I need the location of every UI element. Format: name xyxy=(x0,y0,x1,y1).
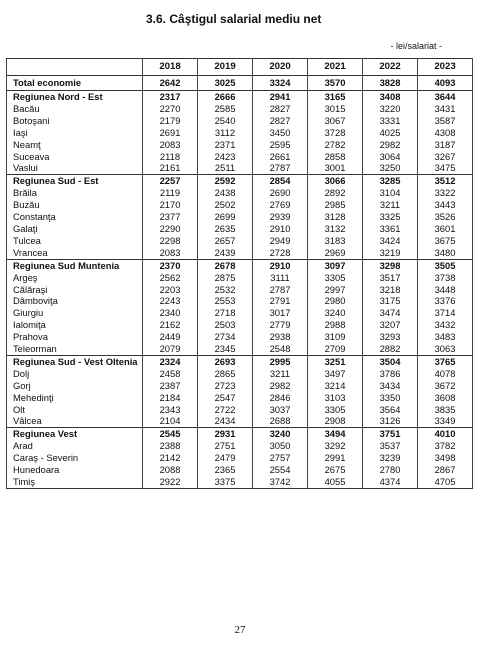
row-label: Vâlcea xyxy=(7,415,143,427)
value-cell: 2922 xyxy=(143,476,198,488)
value-cell: 2699 xyxy=(198,211,253,223)
value-cell: 2503 xyxy=(198,319,253,331)
value-cell: 3526 xyxy=(418,211,473,223)
row-label: Regiunea Sud Muntenia xyxy=(7,259,143,271)
county-row xyxy=(7,199,473,211)
row-label: Total economie xyxy=(7,76,143,91)
value-cell: 2161 xyxy=(143,162,198,174)
value-cell: 2595 xyxy=(253,139,308,151)
value-cell: 2540 xyxy=(198,115,253,127)
year-header: 2023 xyxy=(418,59,473,76)
county-row xyxy=(7,295,473,307)
value-cell: 2969 xyxy=(308,247,363,259)
value-cell: 2438 xyxy=(198,187,253,199)
value-cell: 2119 xyxy=(143,187,198,199)
value-cell: 3325 xyxy=(363,211,418,223)
value-cell: 3251 xyxy=(308,355,363,367)
year-header: 2021 xyxy=(308,59,363,76)
value-cell: 3111 xyxy=(253,272,308,284)
value-cell: 2791 xyxy=(253,295,308,307)
value-cell: 3564 xyxy=(363,404,418,416)
value-cell: 2162 xyxy=(143,319,198,331)
row-label: Caraş - Severin xyxy=(7,452,143,464)
value-cell: 3104 xyxy=(363,187,418,199)
value-cell: 3517 xyxy=(363,272,418,284)
unit-label: - lei/salariat - xyxy=(390,41,442,51)
county-row xyxy=(7,343,473,355)
value-cell: 3742 xyxy=(253,476,308,488)
row-label: Gorj xyxy=(7,380,143,392)
value-cell: 3443 xyxy=(418,199,473,211)
salary-table xyxy=(6,58,473,489)
row-label: Vrancea xyxy=(7,247,143,259)
row-label: Buzău xyxy=(7,199,143,211)
value-cell: 2709 xyxy=(308,343,363,355)
value-cell: 2666 xyxy=(198,91,253,103)
row-label: Argeş xyxy=(7,272,143,284)
value-cell: 3017 xyxy=(253,307,308,319)
value-cell: 3505 xyxy=(418,259,473,271)
value-cell: 3132 xyxy=(308,223,363,235)
value-cell: 2179 xyxy=(143,115,198,127)
county-row xyxy=(7,464,473,476)
value-cell: 2827 xyxy=(253,103,308,115)
county-row xyxy=(7,392,473,404)
value-cell: 2728 xyxy=(253,247,308,259)
value-cell: 3267 xyxy=(418,151,473,163)
value-cell: 2079 xyxy=(143,343,198,355)
table-body xyxy=(7,76,473,489)
value-cell: 2780 xyxy=(363,464,418,476)
row-label: Suceava xyxy=(7,151,143,163)
value-cell: 2439 xyxy=(198,247,253,259)
value-cell: 2547 xyxy=(198,392,253,404)
row-label: Mehedinţi xyxy=(7,392,143,404)
value-cell: 2910 xyxy=(253,223,308,235)
value-cell: 2846 xyxy=(253,392,308,404)
county-row xyxy=(7,151,473,163)
value-cell: 3285 xyxy=(363,175,418,187)
value-cell: 2787 xyxy=(253,162,308,174)
value-cell: 3239 xyxy=(363,452,418,464)
value-cell: 3512 xyxy=(418,175,473,187)
county-row xyxy=(7,127,473,139)
value-cell: 2118 xyxy=(143,151,198,163)
county-row xyxy=(7,440,473,452)
value-cell: 3675 xyxy=(418,235,473,247)
row-label: Hunedoara xyxy=(7,464,143,476)
value-cell: 3480 xyxy=(418,247,473,259)
value-cell: 3001 xyxy=(308,162,363,174)
value-cell: 3504 xyxy=(363,355,418,367)
value-cell: 3214 xyxy=(308,380,363,392)
value-cell: 2931 xyxy=(198,428,253,440)
value-cell: 3015 xyxy=(308,103,363,115)
value-cell: 2769 xyxy=(253,199,308,211)
county-row xyxy=(7,319,473,331)
value-cell: 2377 xyxy=(143,211,198,223)
row-label: Galaţi xyxy=(7,223,143,235)
county-row xyxy=(7,404,473,416)
row-label: Iaşi xyxy=(7,127,143,139)
value-cell: 3211 xyxy=(253,368,308,380)
year-header: 2022 xyxy=(363,59,418,76)
value-cell: 2502 xyxy=(198,199,253,211)
value-cell: 2184 xyxy=(143,392,198,404)
value-cell: 3738 xyxy=(418,272,473,284)
county-row xyxy=(7,211,473,223)
region-row xyxy=(7,175,473,187)
value-cell: 2991 xyxy=(308,452,363,464)
value-cell: 3218 xyxy=(363,284,418,296)
value-cell: 2723 xyxy=(198,380,253,392)
value-cell: 4308 xyxy=(418,127,473,139)
row-label: Botoşani xyxy=(7,115,143,127)
value-cell: 3450 xyxy=(253,127,308,139)
value-cell: 2734 xyxy=(198,331,253,343)
region-row xyxy=(7,91,473,103)
value-cell: 2642 xyxy=(143,76,198,91)
value-cell: 2858 xyxy=(308,151,363,163)
value-cell: 2170 xyxy=(143,199,198,211)
value-cell: 3298 xyxy=(363,259,418,271)
county-row xyxy=(7,415,473,427)
value-cell: 3165 xyxy=(308,91,363,103)
value-cell: 2554 xyxy=(253,464,308,476)
county-row xyxy=(7,380,473,392)
value-cell: 3432 xyxy=(418,319,473,331)
value-cell: 2345 xyxy=(198,343,253,355)
value-cell: 2340 xyxy=(143,307,198,319)
header-corner xyxy=(7,59,143,76)
value-cell: 2370 xyxy=(143,259,198,271)
value-cell: 3375 xyxy=(198,476,253,488)
row-label: Giurgiu xyxy=(7,307,143,319)
value-cell: 2458 xyxy=(143,368,198,380)
row-label: Bacău xyxy=(7,103,143,115)
value-cell: 2088 xyxy=(143,464,198,476)
value-cell: 2691 xyxy=(143,127,198,139)
value-cell: 3250 xyxy=(363,162,418,174)
value-cell: 2270 xyxy=(143,103,198,115)
value-cell: 3828 xyxy=(363,76,418,91)
value-cell: 2782 xyxy=(308,139,363,151)
value-cell: 2545 xyxy=(143,428,198,440)
county-row xyxy=(7,187,473,199)
value-cell: 3782 xyxy=(418,440,473,452)
row-label: Brăila xyxy=(7,187,143,199)
value-cell: 3350 xyxy=(363,392,418,404)
value-cell: 3063 xyxy=(418,343,473,355)
value-cell: 2343 xyxy=(143,404,198,416)
value-cell: 3126 xyxy=(363,415,418,427)
value-cell: 3570 xyxy=(308,76,363,91)
value-cell: 4055 xyxy=(308,476,363,488)
value-cell: 4705 xyxy=(418,476,473,488)
value-cell: 2949 xyxy=(253,235,308,247)
value-cell: 3408 xyxy=(363,91,418,103)
region-row xyxy=(7,259,473,271)
value-cell: 3331 xyxy=(363,115,418,127)
value-cell: 2988 xyxy=(308,319,363,331)
value-cell: 3305 xyxy=(308,404,363,416)
value-cell: 2854 xyxy=(253,175,308,187)
value-cell: 2693 xyxy=(198,355,253,367)
value-cell: 2722 xyxy=(198,404,253,416)
value-cell: 3103 xyxy=(308,392,363,404)
county-row xyxy=(7,139,473,151)
row-label: Ialomiţa xyxy=(7,319,143,331)
value-cell: 3097 xyxy=(308,259,363,271)
value-cell: 2371 xyxy=(198,139,253,151)
row-label: Regiunea Vest xyxy=(7,428,143,440)
county-row xyxy=(7,331,473,343)
value-cell: 2298 xyxy=(143,235,198,247)
value-cell: 2757 xyxy=(253,452,308,464)
year-header: 2019 xyxy=(198,59,253,76)
value-cell: 3474 xyxy=(363,307,418,319)
county-row xyxy=(7,368,473,380)
value-cell: 3751 xyxy=(363,428,418,440)
value-cell: 4078 xyxy=(418,368,473,380)
value-cell: 3175 xyxy=(363,295,418,307)
row-label: Arad xyxy=(7,440,143,452)
value-cell: 2718 xyxy=(198,307,253,319)
value-cell: 3109 xyxy=(308,331,363,343)
value-cell: 2892 xyxy=(308,187,363,199)
row-label: Regiunea Sud - Vest Oltenia xyxy=(7,355,143,367)
row-label: Tulcea xyxy=(7,235,143,247)
county-row xyxy=(7,235,473,247)
value-cell: 2083 xyxy=(143,139,198,151)
page-number: 27 xyxy=(234,624,246,636)
value-cell: 2688 xyxy=(253,415,308,427)
row-label: Teleorman xyxy=(7,343,143,355)
row-label: Constanţa xyxy=(7,211,143,223)
value-cell: 3835 xyxy=(418,404,473,416)
region-row xyxy=(7,428,473,440)
value-cell: 3183 xyxy=(308,235,363,247)
value-cell: 2532 xyxy=(198,284,253,296)
value-cell: 3601 xyxy=(418,223,473,235)
county-row xyxy=(7,476,473,488)
value-cell: 2690 xyxy=(253,187,308,199)
value-cell: 3207 xyxy=(363,319,418,331)
row-label: Călăraşi xyxy=(7,284,143,296)
value-cell: 2449 xyxy=(143,331,198,343)
county-row xyxy=(7,307,473,319)
county-row xyxy=(7,103,473,115)
value-cell: 2290 xyxy=(143,223,198,235)
value-cell: 2985 xyxy=(308,199,363,211)
year-header: 2020 xyxy=(253,59,308,76)
value-cell: 2592 xyxy=(198,175,253,187)
value-cell: 2779 xyxy=(253,319,308,331)
value-cell: 3292 xyxy=(308,440,363,452)
value-cell: 2511 xyxy=(198,162,253,174)
value-cell: 2203 xyxy=(143,284,198,296)
county-row xyxy=(7,247,473,259)
value-cell: 2434 xyxy=(198,415,253,427)
value-cell: 3494 xyxy=(308,428,363,440)
header-row xyxy=(7,59,473,76)
county-row xyxy=(7,452,473,464)
year-header: 2018 xyxy=(143,59,198,76)
value-cell: 3608 xyxy=(418,392,473,404)
value-cell: 3037 xyxy=(253,404,308,416)
county-row xyxy=(7,115,473,127)
county-row xyxy=(7,162,473,174)
value-cell: 3211 xyxy=(363,199,418,211)
row-label: Vaslui xyxy=(7,162,143,174)
value-cell: 3050 xyxy=(253,440,308,452)
value-cell: 3220 xyxy=(363,103,418,115)
value-cell: 2980 xyxy=(308,295,363,307)
value-cell: 3672 xyxy=(418,380,473,392)
value-cell: 3324 xyxy=(253,76,308,91)
value-cell: 2827 xyxy=(253,115,308,127)
value-cell: 2243 xyxy=(143,295,198,307)
value-cell: 2657 xyxy=(198,235,253,247)
value-cell: 2908 xyxy=(308,415,363,427)
county-row xyxy=(7,272,473,284)
value-cell: 2562 xyxy=(143,272,198,284)
value-cell: 3067 xyxy=(308,115,363,127)
value-cell: 3728 xyxy=(308,127,363,139)
value-cell: 2675 xyxy=(308,464,363,476)
value-cell: 3483 xyxy=(418,331,473,343)
value-cell: 2865 xyxy=(198,368,253,380)
row-label: Timiş xyxy=(7,476,143,488)
value-cell: 3434 xyxy=(363,380,418,392)
value-cell: 3240 xyxy=(308,307,363,319)
value-cell: 2635 xyxy=(198,223,253,235)
value-cell: 2982 xyxy=(363,139,418,151)
value-cell: 2257 xyxy=(143,175,198,187)
value-cell: 4093 xyxy=(418,76,473,91)
value-cell: 3765 xyxy=(418,355,473,367)
value-cell: 2553 xyxy=(198,295,253,307)
value-cell: 2997 xyxy=(308,284,363,296)
value-cell: 2387 xyxy=(143,380,198,392)
row-label: Regiunea Sud - Est xyxy=(7,175,143,187)
value-cell: 3361 xyxy=(363,223,418,235)
value-cell: 3376 xyxy=(418,295,473,307)
value-cell: 2317 xyxy=(143,91,198,103)
value-cell: 2142 xyxy=(143,452,198,464)
value-cell: 3240 xyxy=(253,428,308,440)
value-cell: 3786 xyxy=(363,368,418,380)
region-row xyxy=(7,355,473,367)
total-row xyxy=(7,76,473,91)
table-title: 3.6. Câştigul salarial mediu net xyxy=(146,12,322,26)
value-cell: 2875 xyxy=(198,272,253,284)
value-cell: 2479 xyxy=(198,452,253,464)
value-cell: 3587 xyxy=(418,115,473,127)
value-cell: 2388 xyxy=(143,440,198,452)
value-cell: 2365 xyxy=(198,464,253,476)
value-cell: 2787 xyxy=(253,284,308,296)
value-cell: 2938 xyxy=(253,331,308,343)
value-cell: 4025 xyxy=(363,127,418,139)
value-cell: 3128 xyxy=(308,211,363,223)
value-cell: 3498 xyxy=(418,452,473,464)
value-cell: 3219 xyxy=(363,247,418,259)
value-cell: 2941 xyxy=(253,91,308,103)
row-label: Prahova xyxy=(7,331,143,343)
row-label: Dâmboviţa xyxy=(7,295,143,307)
value-cell: 3431 xyxy=(418,103,473,115)
value-cell: 3293 xyxy=(363,331,418,343)
county-row xyxy=(7,284,473,296)
row-label: Neamţ xyxy=(7,139,143,151)
value-cell: 2751 xyxy=(198,440,253,452)
value-cell: 2867 xyxy=(418,464,473,476)
value-cell: 3187 xyxy=(418,139,473,151)
value-cell: 2661 xyxy=(253,151,308,163)
value-cell: 3112 xyxy=(198,127,253,139)
value-cell: 2982 xyxy=(253,380,308,392)
value-cell: 3064 xyxy=(363,151,418,163)
value-cell: 3349 xyxy=(418,415,473,427)
value-cell: 3448 xyxy=(418,284,473,296)
value-cell: 3475 xyxy=(418,162,473,174)
value-cell: 2995 xyxy=(253,355,308,367)
value-cell: 3644 xyxy=(418,91,473,103)
value-cell: 4374 xyxy=(363,476,418,488)
row-label: Dolj xyxy=(7,368,143,380)
value-cell: 3066 xyxy=(308,175,363,187)
value-cell: 2423 xyxy=(198,151,253,163)
value-cell: 3322 xyxy=(418,187,473,199)
value-cell: 3424 xyxy=(363,235,418,247)
value-cell: 2324 xyxy=(143,355,198,367)
value-cell: 2585 xyxy=(198,103,253,115)
value-cell: 3714 xyxy=(418,307,473,319)
value-cell: 2910 xyxy=(253,259,308,271)
value-cell: 2678 xyxy=(198,259,253,271)
value-cell: 3537 xyxy=(363,440,418,452)
row-label: Regiunea Nord - Est xyxy=(7,91,143,103)
value-cell: 2939 xyxy=(253,211,308,223)
value-cell: 2882 xyxy=(363,343,418,355)
county-row xyxy=(7,223,473,235)
value-cell: 2548 xyxy=(253,343,308,355)
value-cell: 3305 xyxy=(308,272,363,284)
value-cell: 2104 xyxy=(143,415,198,427)
value-cell: 3025 xyxy=(198,76,253,91)
value-cell: 4010 xyxy=(418,428,473,440)
value-cell: 2083 xyxy=(143,247,198,259)
row-label: Olt xyxy=(7,404,143,416)
value-cell: 3497 xyxy=(308,368,363,380)
